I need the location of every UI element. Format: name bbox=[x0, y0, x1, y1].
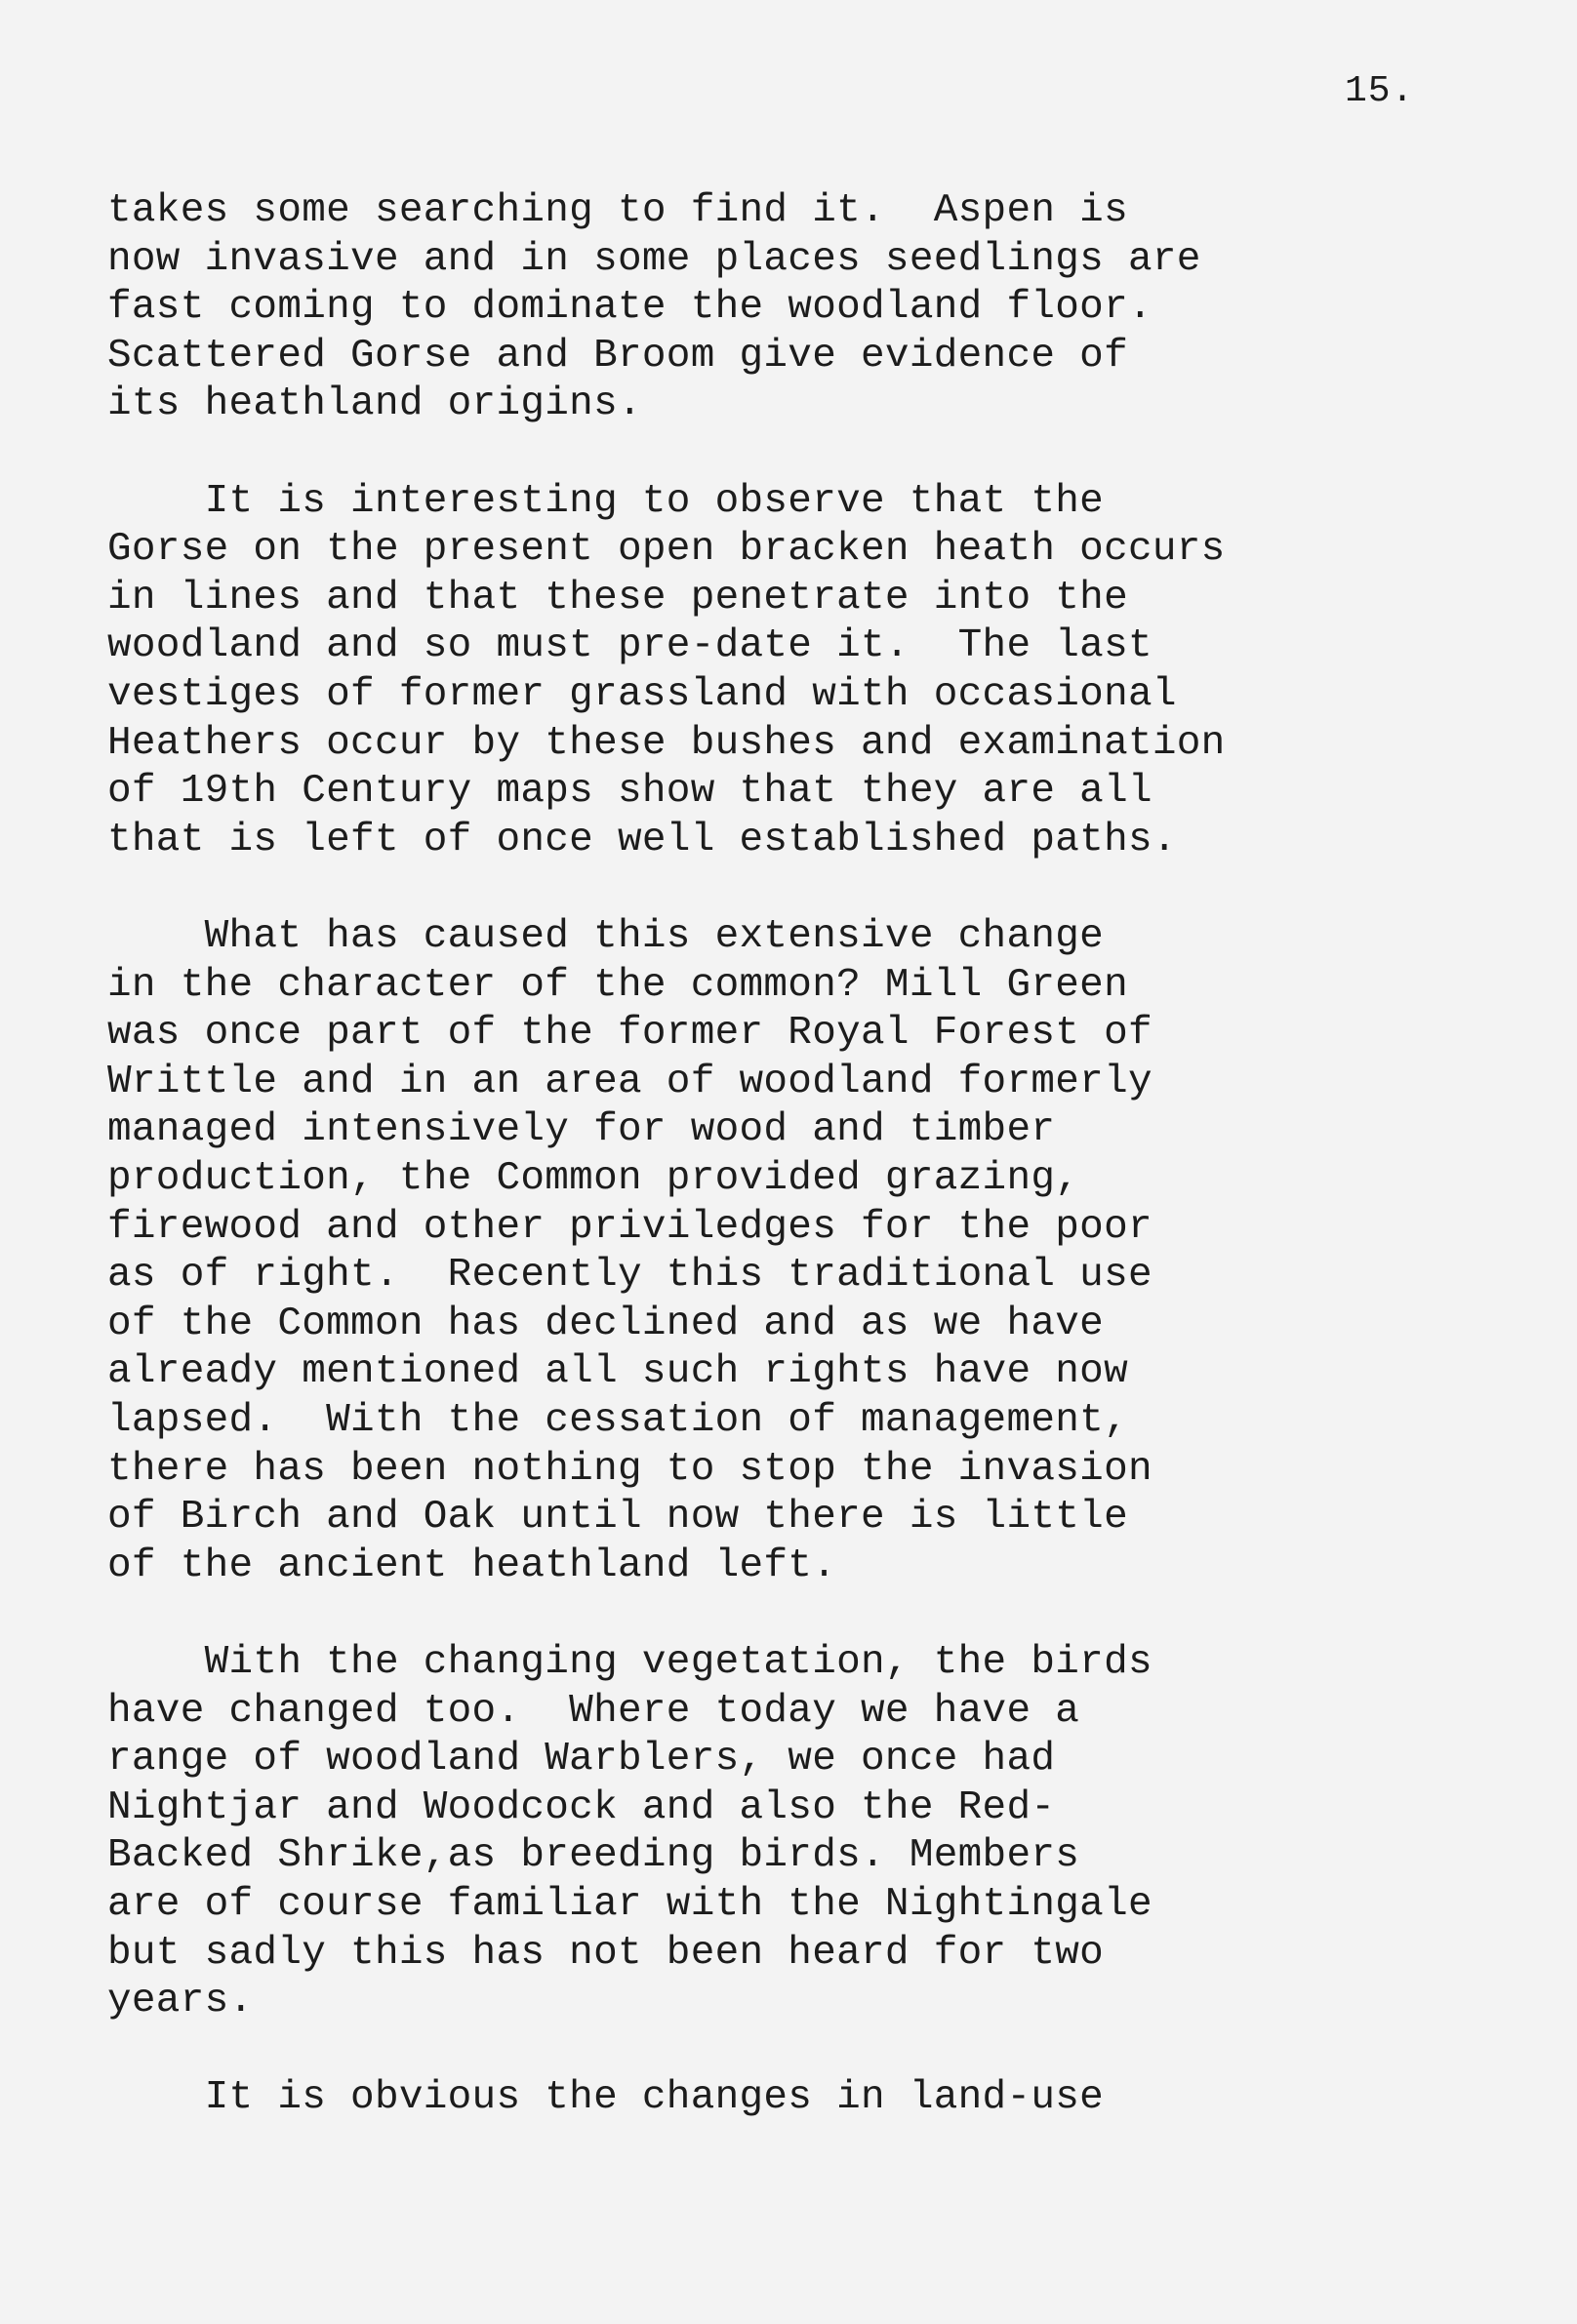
text-line: What has caused this extensive change bbox=[107, 914, 1105, 959]
text-line: range of woodland Warblers, we once had bbox=[107, 1737, 1056, 1782]
text-line: vestiges of former grassland with occasional bbox=[107, 672, 1177, 717]
text-line: With the changing vegetation, the birds bbox=[107, 1640, 1152, 1685]
text-line: but sadly this has not been heard for two bbox=[107, 1931, 1105, 1976]
text-line: It is interesting to observe that the bbox=[107, 479, 1105, 524]
text-line: It is obvious the changes in land-use bbox=[107, 2075, 1105, 2120]
text-line: Backed Shrike,as breeding birds. Members bbox=[107, 1833, 1080, 1878]
text-line: in the character of the common? Mill Green bbox=[107, 963, 1128, 1008]
text-line: production, the Common provided grazing, bbox=[107, 1156, 1080, 1201]
text-line: Writtle and in an area of woodland formerly bbox=[107, 1060, 1152, 1104]
text-line: of the Common has declined and as we have bbox=[107, 1302, 1105, 1346]
text-line: fast coming to dominate the woodland floor. bbox=[107, 285, 1152, 330]
text-line: managed intensively for wood and timber bbox=[107, 1107, 1056, 1152]
text-line: have changed too. Where today we have a bbox=[107, 1689, 1080, 1734]
text-line: lapsed. With the cessation of management, bbox=[107, 1398, 1128, 1443]
text-line: years. bbox=[107, 1979, 254, 2023]
text-line: there has been nothing to stop the invasion bbox=[107, 1447, 1152, 1492]
text-line: that is left of once well established paths. bbox=[107, 818, 1177, 862]
text-line: Scattered Gorse and Broom give evidence of bbox=[107, 334, 1128, 379]
text-line: in lines and that these penetrate into the bbox=[107, 576, 1128, 621]
text-line: takes some searching to find it. Aspen is bbox=[107, 188, 1128, 233]
text-line: woodland and so must pre-date it. The last bbox=[107, 623, 1152, 668]
text-line: now invasive and in some places seedlings are bbox=[107, 237, 1201, 282]
text-line: of 19th Century maps show that they are all bbox=[107, 769, 1152, 814]
text-line: was once part of the former Royal Forest of bbox=[107, 1011, 1152, 1056]
text-line: of the ancient heathland left. bbox=[107, 1543, 837, 1588]
text-line: already mentioned all such rights have now bbox=[107, 1349, 1128, 1394]
text-line: Gorse on the present open bracken heath occurs bbox=[107, 527, 1226, 572]
text-line: Nightjar and Woodcock and also the Red- bbox=[107, 1785, 1056, 1830]
text-line: of Birch and Oak until now there is little bbox=[107, 1495, 1128, 1540]
text-line: are of course familiar with the Nightingale bbox=[107, 1882, 1152, 1927]
text-line: Heathers occur by these bushes and examination bbox=[107, 721, 1226, 766]
text-line: firewood and other priviledges for the poor bbox=[107, 1205, 1152, 1250]
text-line: as of right. Recently this traditional use bbox=[107, 1253, 1152, 1298]
page-number: 15. bbox=[1345, 70, 1415, 112]
text-line: its heathland origins. bbox=[107, 381, 642, 426]
